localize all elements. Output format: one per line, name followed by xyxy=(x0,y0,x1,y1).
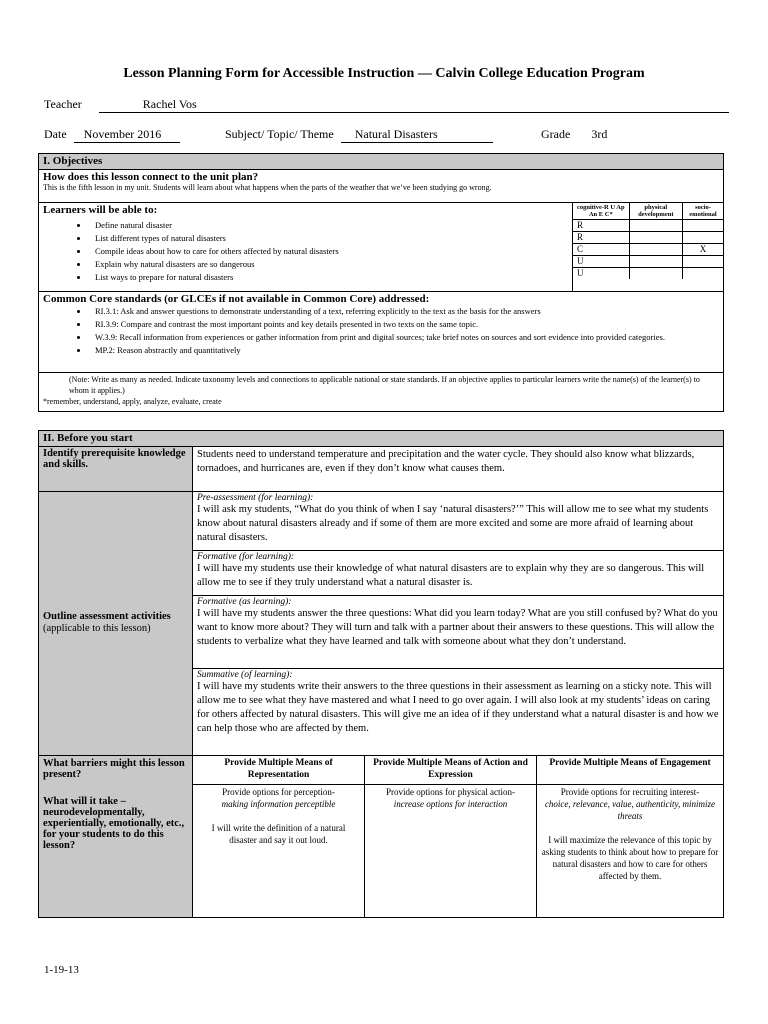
objectives-heading: I. Objectives xyxy=(39,154,724,170)
subject-value: Natural Disasters xyxy=(341,127,493,143)
udl-italic: choice, relevance, value, authenticity, minimize threats xyxy=(544,799,716,821)
note-text: (Note: Write as many as needed. Indicate taxonomy levels and connections to applicable national or state standards. If an objective applies to particular learners write the name(s) of the learner(s) to whom it applies.) xyxy=(69,375,700,395)
objective-item: • Define natural disaster xyxy=(89,219,568,232)
udl-engagement xyxy=(537,785,724,918)
page-title: Lesson Planning Form for Accessible Instruction — Calvin College Education Program xyxy=(123,66,645,81)
bloom-cell xyxy=(573,203,724,292)
udl-header-engagement: Provide Multiple Means of Engagement xyxy=(537,756,724,785)
teacher-row xyxy=(44,97,729,113)
grade-row xyxy=(541,127,607,142)
udl-header-representation: Provide Multiple Means of Representation xyxy=(193,756,365,785)
assess-label: Outline assessment activities xyxy=(43,611,171,622)
objective-item: • Compile ideas about how to care for others affected by natural disasters xyxy=(89,245,568,258)
udl-header-action: Provide Multiple Means of Action and Expression xyxy=(365,756,537,785)
bloom-cog: R xyxy=(573,220,629,232)
bloom-socio xyxy=(683,232,723,244)
bloom-header-socio: socio-emotional xyxy=(683,203,723,220)
objective-item: • List ways to prepare for natural disasters xyxy=(89,271,568,284)
assessment-type: Summative (of learning): xyxy=(197,670,293,680)
assessment-type: Pre-assessment (for learning): xyxy=(197,493,314,503)
standards-label: Common Core standards (or GLCEs if not available in Common Core) addressed: xyxy=(43,293,430,305)
assessment-text: I will have my students use their knowledge of what natural disasters are to explain why they are so dangerous. This will allow me to see if they truly understand what a natural disaster is. xyxy=(197,563,705,588)
udl-action xyxy=(365,785,537,918)
standards-list xyxy=(43,305,719,357)
connect-question: How does this lesson connect to the unit plan? xyxy=(43,171,259,183)
bloom-phys xyxy=(629,220,682,232)
learners-cell xyxy=(39,203,573,292)
prereq-label: Identify prerequisite knowledge and skills. xyxy=(39,447,193,492)
udl-italic: making information perceptible xyxy=(221,799,336,809)
standard-item: • RI.3.1: Ask and answer questions to demonstrate understanding of a text, referring explicitly to the text as the basis for the answers xyxy=(89,305,719,318)
date-row xyxy=(44,127,180,143)
assessment-summative xyxy=(193,669,724,756)
footnote-text: *remember, understand, apply, analyze, evaluate, create xyxy=(43,397,222,406)
footer-date: 1-19-13 xyxy=(44,964,79,976)
date-label: Date xyxy=(44,127,67,141)
standards-cell xyxy=(39,292,724,373)
bloom-cog: R xyxy=(573,232,629,244)
bloom-phys xyxy=(629,244,682,256)
bloom-phys xyxy=(629,232,682,244)
udl-body: I will maximize the relevance of this topic by asking students to think about how to prepare for natural disasters and how to care for others affected by them. xyxy=(541,835,719,881)
bloom-socio: X xyxy=(683,244,723,256)
barriers-label: What barriers might this lesson present? xyxy=(43,758,185,780)
assessment-pre xyxy=(193,492,724,551)
assess-label-cell xyxy=(39,492,193,756)
assessment-text: I will ask my students, “What do you think of when I say ‘natural disasters?’” This will allow me to see what my students know about natural disasters already and if some of them are more excited and some are more afraid of learning about natural disasters. xyxy=(197,504,709,543)
connect-cell xyxy=(39,170,724,203)
before-table xyxy=(38,430,724,918)
bloom-phys xyxy=(629,256,682,268)
grade-label: Grade xyxy=(541,127,571,141)
assessment-text: I will have my students write their answers to the three questions in their assessment as learning on a sticky note. This will allow me to see what they have mastered and what I need to go over again. I will also look at my students’ ideas on caring for others affected by natural disasters. This will give me an idea of if they understand what a natural disaster is and how we can help those who are affected by them. xyxy=(197,681,719,734)
subject-label: Subject/ Topic/ Theme xyxy=(225,127,334,141)
standard-item: • MP.2: Reason abstractly and quantitatively xyxy=(89,344,719,357)
bloom-socio xyxy=(683,268,723,280)
learners-label: Learners will be able to: xyxy=(43,204,158,216)
objective-item: • List different types of natural disasters xyxy=(89,232,568,245)
assessment-formative-as xyxy=(193,596,724,669)
assessment-formative-for xyxy=(193,551,724,596)
objective-list xyxy=(43,219,568,284)
assessment-type: Formative (as learning): xyxy=(197,597,292,607)
connect-answer: This is the fifth lesson in my unit. Students will learn about what happens when the parts of the weather that we’ve been studying go wrong. xyxy=(43,183,492,192)
teacher-label: Teacher xyxy=(44,97,82,111)
assessment-text: I will have my students answer the three questions: What did you learn today? What are you still confused by? What do you want to know more about? They will turn and talk with a partner about their answers to these questions. This will allow the students to verbalize what they have learned and talk with someone about what they don’t understand. xyxy=(197,608,718,647)
bloom-cog: U xyxy=(573,268,629,280)
bloom-header-cognitive: cognitive-R U Ap An E C* xyxy=(573,203,629,220)
before-heading: II. Before you start xyxy=(39,431,724,447)
objective-item: • Explain why natural disasters are so dangerous xyxy=(89,258,568,271)
bloom-socio xyxy=(683,220,723,232)
take-label: What will it take – neurodevelopmentally, experientially, emotionally, etc., for your students to do this lesson? xyxy=(43,796,185,851)
bloom-cog: C xyxy=(573,244,629,256)
grade-value: 3rd xyxy=(591,127,608,141)
assessment-type: Formative (for learning): xyxy=(197,552,295,562)
note-cell xyxy=(39,373,724,412)
bloom-header-physical: physical development xyxy=(629,203,682,220)
udl-representation xyxy=(193,785,365,918)
teacher-value: Rachel Vos xyxy=(99,97,729,113)
udl-plain: Provide options for perception- xyxy=(222,787,335,797)
objectives-table xyxy=(38,153,724,412)
assess-sub: (applicable to this lesson) xyxy=(43,623,151,634)
standard-item: • RI.3.9: Compare and contrast the most important points and key details presented in two texts on the same topic. xyxy=(89,318,719,331)
udl-plain: Provide options for physical action- xyxy=(386,787,515,797)
udl-italic: increase options for interaction xyxy=(393,799,508,809)
udl-plain: Provide options for recruiting interest- xyxy=(560,787,700,797)
prereq-text: Students need to understand temperature and precipitation and the water cycle. They should also know what blizzards, tornadoes, and hurricanes are, even if they don’t know what causes them. xyxy=(193,447,724,492)
bloom-cog: U xyxy=(573,256,629,268)
subject-row xyxy=(225,127,493,143)
udl-body: I will write the definition of a natural disaster and say it out loud. xyxy=(211,823,346,845)
bloom-phys xyxy=(629,268,682,280)
bloom-table xyxy=(573,203,723,279)
barriers-cell xyxy=(39,756,193,918)
date-value: November 2016 xyxy=(74,127,180,143)
bloom-socio xyxy=(683,256,723,268)
standard-item: • W.3.9: Recall information from experiences or gather information from print and digital sources; take brief notes on sources and sort evidence into provided categories. xyxy=(89,331,719,344)
